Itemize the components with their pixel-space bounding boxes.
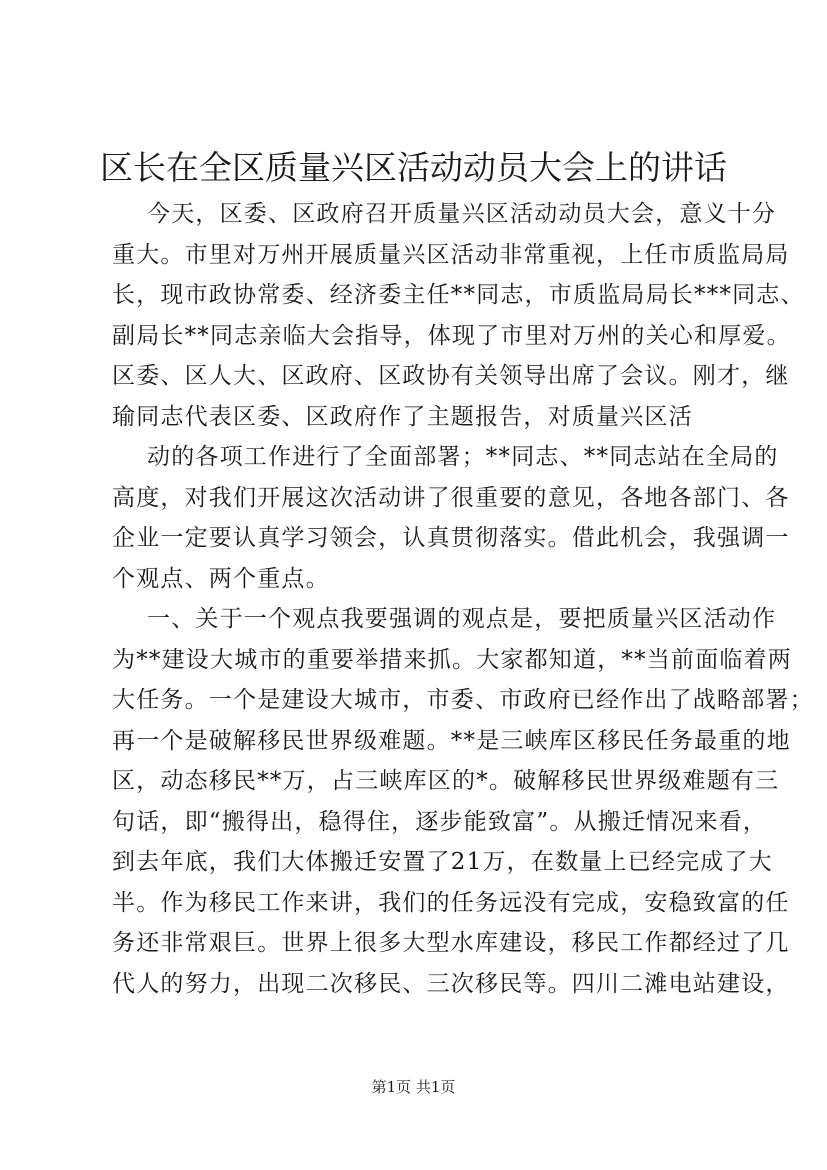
text-line: 再一个是破解移民世界级难题。**是三峡库区移民任务最重的地 — [112, 727, 791, 754]
text-line: 句话，即“搬得出，稳得住，逐步能致富”。从搬迁情况来看， — [112, 808, 768, 835]
text-line: 副局长**同志亲临大会指导，体现了市里对万州的关心和厚爱。 — [112, 322, 791, 349]
text-line: 动的各项工作进行了全面部署；**同志、**同志站在全局的 — [147, 444, 779, 470]
text-line: 瑜同志代表区委、区政府作了主题报告，对质量兴区活 — [112, 403, 693, 430]
page-footer: 第1页 共1页 — [371, 1078, 456, 1096]
text-line: 长，现市政协常委、经济委主任**同志，市质监局局长***同志、 — [112, 282, 805, 308]
text-line: 区委、区人大、区政府、区政协有关领导出席了会议。刚才，继 — [112, 363, 790, 389]
text-line: 代人的努力，出现二次移民、三次移民等。四川二滩电站建设， — [112, 970, 790, 997]
text-line: 半。作为移民工作来讲，我们的任务远没有完成，安稳致富的任 — [112, 889, 790, 916]
text-line: 今天，区委、区政府召开质量兴区活动动员大会，意义十分 — [147, 201, 777, 227]
text-line: 高度，对我们开展这次活动讲了很重要的意见，各地各部门、各 — [112, 484, 790, 511]
text-line: 重大。市里对万州开展质量兴区活动非常重视，上任市质监局局 — [112, 241, 790, 268]
text-line: 个观点、两个重点。 — [112, 565, 330, 592]
document-body — [112, 194, 814, 1004]
text-line: 一、关于一个观点我要强调的观点是，要把质量兴区活动作 — [147, 606, 777, 632]
text-line: 大任务。一个是建设大城市，市委、市政府已经作出了战略部署； — [112, 687, 814, 713]
document-title: 区长在全区质量兴区活动动员大会上的讲话 — [100, 148, 727, 187]
text-line: 为**建设大城市的重要举措来抓。大家都知道，**当前面临着两 — [112, 646, 792, 673]
text-line: 到去年底，我们大体搬迁安置了21万，在数量上已经完成了大 — [112, 849, 773, 875]
text-line: 务还非常艰巨。世界上很多大型水库建设，移民工作都经过了几 — [112, 930, 790, 956]
text-line: 企业一定要认真学习领会，认真贯彻落实。借此机会，我强调一 — [112, 525, 790, 551]
text-line: 区，动态移民**万，占三峡库区的*。破解移民世界级难题有三 — [112, 768, 780, 794]
